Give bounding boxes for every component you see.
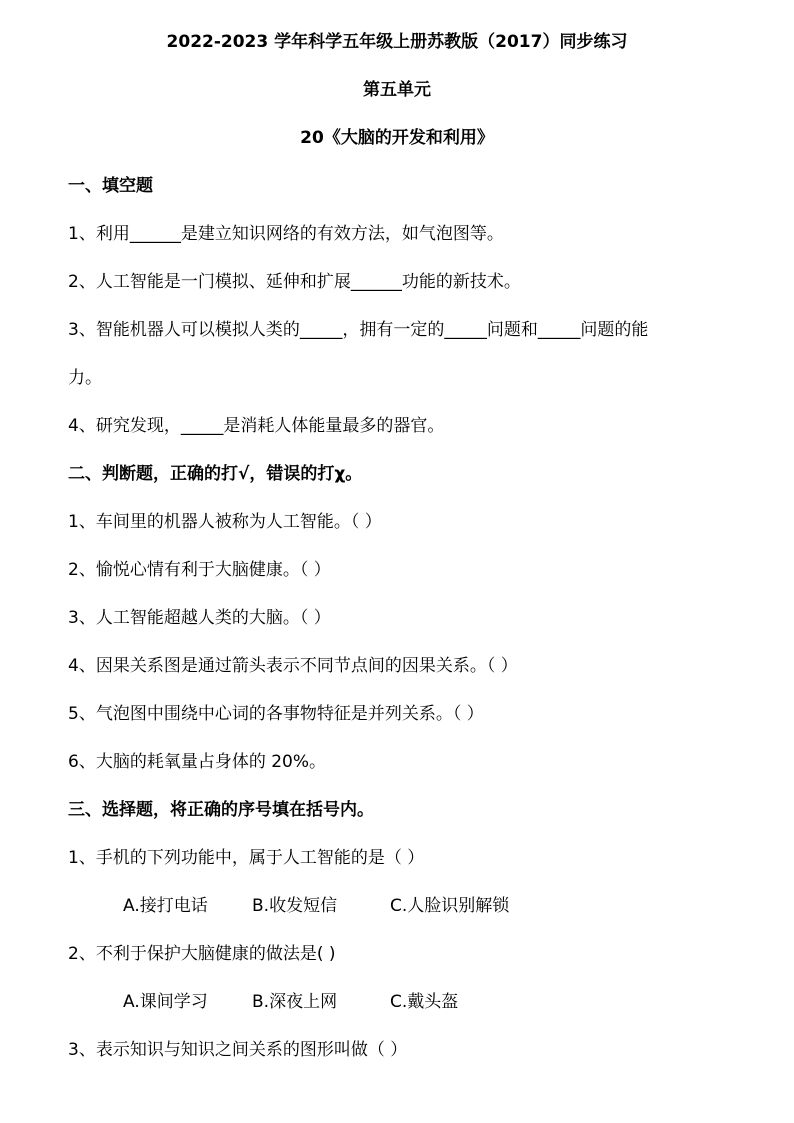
choice-question-1-option-a: A.接打电话: [123, 896, 208, 916]
section-heading-fill-blank: 一、填空题: [68, 176, 153, 196]
fill-blank-question-4: 4、研究发现，_____是消耗人体能量最多的器官。: [68, 416, 445, 436]
choice-question-2-option-c: C.戴头盔: [390, 992, 459, 1012]
document-title: 2022-2023 学年科学五年级上册苏教版（2017）同步练习: [166, 32, 628, 52]
choice-question-2-option-b: B.深夜上网: [252, 992, 338, 1012]
choice-question-2: 2、不利于保护大脑健康的做法是( ): [68, 944, 336, 964]
true-false-question-2: 2、愉悦心情有利于大脑健康。（ ）: [68, 560, 331, 580]
true-false-question-6: 6、大脑的耗氧量占身体的 20%。: [68, 752, 327, 772]
section-heading-true-false: 二、判断题，正确的打√，错误的打χ。: [68, 464, 363, 484]
choice-question-2-option-a: A.课间学习: [123, 992, 208, 1012]
choice-question-3: 3、表示知识与知识之间关系的图形叫做（ ）: [68, 1040, 408, 1060]
fill-blank-question-1: 1、利用______是建立知识网络的有效方法，如气泡图等。: [68, 224, 504, 244]
choice-question-1-option-c: C.人脸识别解锁: [390, 896, 510, 916]
fill-blank-question-3-continued: 力。: [68, 368, 102, 388]
fill-blank-question-2: 2、人工智能是一门模拟、延伸和扩展______功能的新技术。: [68, 272, 521, 292]
unit-title: 第五单元: [363, 80, 431, 100]
true-false-question-1: 1、车间里的机器人被称为人工智能。（ ）: [68, 512, 382, 532]
true-false-question-3: 3、人工智能超越人类的大脑。（ ）: [68, 608, 331, 628]
true-false-question-4: 4、因果关系图是通过箭头表示不同节点间的因果关系。（ ）: [68, 656, 518, 676]
lesson-title: 20《大脑的开发和利用》: [300, 128, 494, 148]
choice-question-1: 1、手机的下列功能中，属于人工智能的是（ ）: [68, 848, 425, 868]
section-heading-multiple-choice: 三、选择题，将正确的序号填在括号内。: [68, 800, 374, 820]
true-false-question-5: 5、气泡图中围绕中心词的各事物特征是并列关系。（ ）: [68, 704, 484, 724]
choice-question-1-option-b: B.收发短信: [252, 896, 338, 916]
fill-blank-question-3: 3、智能机器人可以模拟人类的_____，拥有一定的_____问题和_____问题的能: [68, 320, 649, 340]
